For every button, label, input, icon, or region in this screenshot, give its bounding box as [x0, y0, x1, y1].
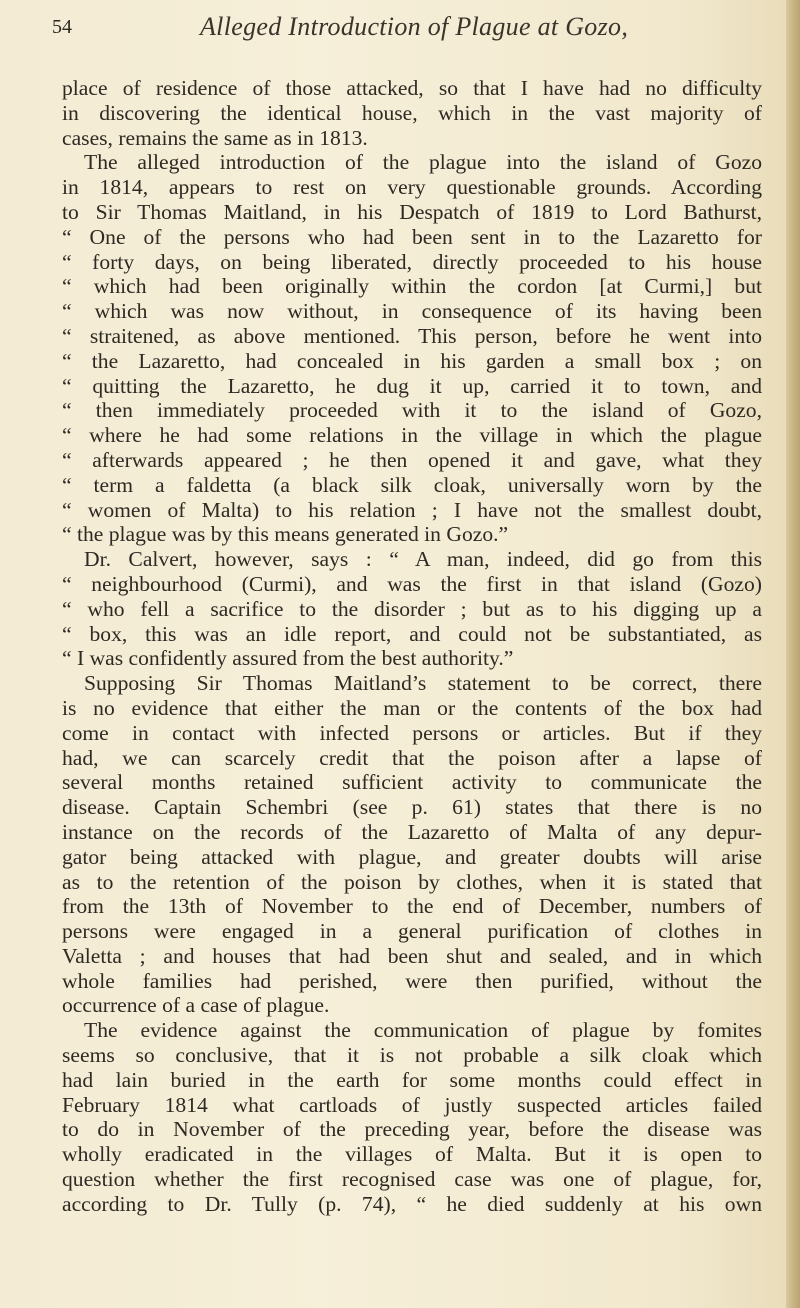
- text-line: “ who fell a sacrifice to the disorder ; but as to his digging up a: [62, 596, 762, 621]
- text-line: “ quitting the Lazaretto, he dug it up, carried it to town, and: [62, 373, 762, 398]
- text-line: “ which was now without, in consequence of its having been: [62, 299, 762, 324]
- text-line: “ where he had some relations in the village in which the plague: [62, 423, 762, 448]
- text-line: as to the retention of the poison by clothes, when it is stated that: [62, 869, 762, 894]
- text-line: gator being attacked with plague, and greater doubts will arise: [62, 844, 762, 869]
- text-line: “ neighbourhood (Curmi), and was the first in that island (Gozo): [62, 571, 762, 596]
- text-line: The alleged introduction of the plague into the island of Gozo: [84, 150, 762, 175]
- text-line: had, we can scarcely credit that the poison after a lapse of: [62, 745, 762, 770]
- text-line: “ the Lazaretto, had concealed in his garden a small box ; on: [62, 348, 762, 373]
- text-line: “ forty days, on being liberated, directly proceeded to his house: [62, 249, 762, 274]
- text-line: had lain buried in the earth for some months could effect in: [62, 1067, 762, 1092]
- text-line: “ box, this was an idle report, and could not be substantiated, as: [62, 621, 762, 646]
- text-line: instance on the records of the Lazaretto of Malta of any depur-: [62, 819, 762, 844]
- text-line: cases, remains the same as in 1813.: [62, 125, 368, 150]
- text-line: in 1814, appears to rest on very questionable grounds. According: [62, 175, 762, 200]
- text-line: Dr. Calvert, however, says : “ A man, indeed, did go from this: [84, 547, 762, 572]
- body-text: [62, 76, 762, 1217]
- text-line: is no evidence that either the man or the contents of the box had: [62, 695, 762, 720]
- text-line: “ I was confidently assured from the best authority.”: [62, 646, 514, 671]
- text-line: come in contact with infected persons or articles. But if they: [62, 720, 762, 745]
- text-line: to Sir Thomas Maitland, in his Despatch of 1819 to Lord Bathurst,: [62, 199, 762, 224]
- page-header: [52, 8, 752, 48]
- text-line: The evidence against the communication of plague by fomites: [84, 1018, 762, 1043]
- text-line: occurrence of a case of plague.: [62, 993, 330, 1018]
- text-line: question whether the first recognised case was one of plague, for,: [62, 1167, 762, 1192]
- text-line: “ then immediately proceeded with it to the island of Gozo,: [62, 398, 762, 423]
- text-line: to do in November of the preceding year, before the disease was: [62, 1117, 762, 1142]
- text-line: disease. Captain Schembri (see p. 61) states that there is no: [62, 795, 762, 820]
- text-line: according to Dr. Tully (p. 74), “ he died suddenly at his own: [62, 1191, 762, 1216]
- running-head: Alleged Introduction of Plague at Gozo,: [200, 12, 629, 41]
- text-line: in discovering the identical house, which in the vast majority of: [62, 100, 762, 125]
- text-line: “ women of Malta) to his relation ; I have not the smallest doubt,: [62, 497, 762, 522]
- text-line: “ which had been originally within the cordon [at Curmi,] but: [62, 274, 762, 299]
- text-line: “ term a faldetta (a black silk cloak, universally worn by the: [62, 472, 762, 497]
- text-line: “ One of the persons who had been sent in to the Lazaretto for: [62, 224, 762, 249]
- text-line: place of residence of those attacked, so that I have had no difficulty: [62, 76, 762, 100]
- text-line: “ the plague was by this means generated in Gozo.”: [62, 522, 509, 547]
- text-line: seems so conclusive, that it is not probable a silk cloak which: [62, 1043, 762, 1068]
- text-line: “ straitened, as above mentioned. This person, before he went into: [62, 323, 762, 348]
- text-line: several months retained sufficient activity to communicate the: [62, 770, 762, 795]
- page-number: 54: [52, 16, 72, 38]
- page-edge: [786, 0, 800, 1308]
- text-line: whole families had perished, were then purified, without the: [62, 968, 762, 993]
- text-line: persons were engaged in a general purification of clothes in: [62, 919, 762, 944]
- text-line: Supposing Sir Thomas Maitland’s statement to be correct, there: [84, 671, 762, 696]
- text-line: “ afterwards appeared ; he then opened it and gave, what they: [62, 447, 762, 472]
- text-line: wholly eradicated in the villages of Malta. But it is open to: [62, 1142, 762, 1167]
- text-line: Valetta ; and houses that had been shut and sealed, and in which: [62, 943, 762, 968]
- text-line: from the 13th of November to the end of December, numbers of: [62, 894, 762, 919]
- text-line: February 1814 what cartloads of justly suspected articles failed: [62, 1092, 762, 1117]
